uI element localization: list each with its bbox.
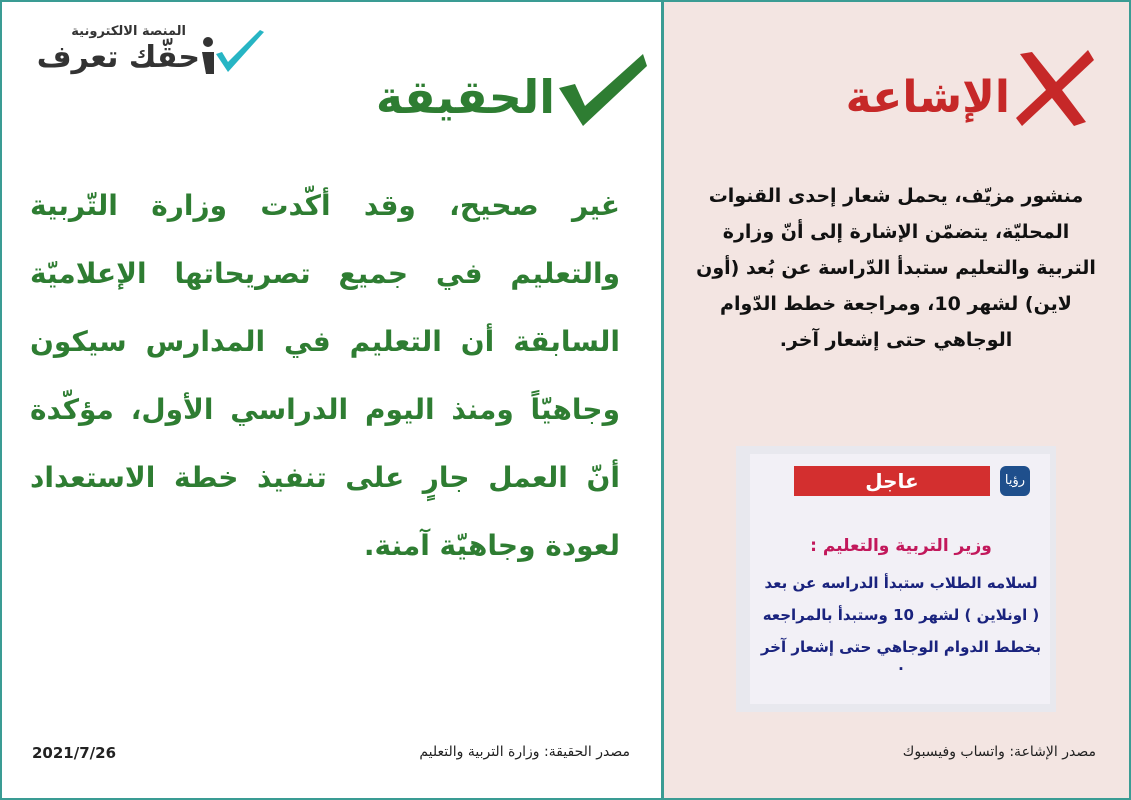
rumor-source: مصدر الإشاعة: واتساب وفيسبوك: [902, 744, 1096, 760]
screenshot-line: ( اونلاين ) لشهر 10 وستبدأ بالمراجعه: [762, 606, 1040, 624]
truth-source: مصدر الحقيقة: وزارة التربية والتعليم: [419, 744, 630, 760]
channel-logo: رؤيا: [1000, 466, 1030, 496]
screenshot-line: لسلامه الطلاب ستبدأ الدراسه عن بعد: [764, 574, 1038, 592]
logo-check-icon: [198, 28, 268, 78]
rumor-screenshot: [736, 446, 1056, 712]
truth-body: غير صحيح، وقد أكّدت وزارة التّربية والتعليم في جميع تصريحاتها الإعلاميّة السابقة أن التعليم في المدارس سيكون وجاهيّاً ومنذ اليوم الدراسي الأول، مؤكّدة أنّ العمل جارٍ على تنفيذ خطة الاستعداد لعودة وجاهيّة آمنة.: [30, 189, 620, 562]
rumor-body: منشور مزيّف، يحمل شعار إحدى القنوات المحليّة، يتضمّن الإشارة إلى أنّ وزارة التربية والتعليم ستبدأ الدّراسة عن بُعد (أون لاين) لشهر 10، ومراجعة خطط الدّوام الوجاهي حتى إشعار آخر.: [696, 185, 1096, 351]
screenshot-heading: وزير التربية والتعليم :: [810, 536, 992, 556]
rumor-title: الإشاعة: [845, 72, 1010, 123]
check-icon: [555, 48, 650, 128]
logo: [30, 22, 270, 92]
logo-name: حقّك تعرف: [36, 40, 200, 75]
truth-title: الحقيقة: [375, 70, 555, 124]
logo-subtitle: المنصة الالكترونية: [71, 24, 186, 39]
urgent-badge: عاجل: [794, 466, 990, 496]
screenshot-line: بخطط الدوام الوجاهي حتى إشعار آخر .: [760, 638, 1042, 674]
publish-date: 2021/7/26: [32, 744, 117, 762]
x-icon: [1012, 48, 1097, 128]
screenshot-card: [750, 454, 1050, 704]
